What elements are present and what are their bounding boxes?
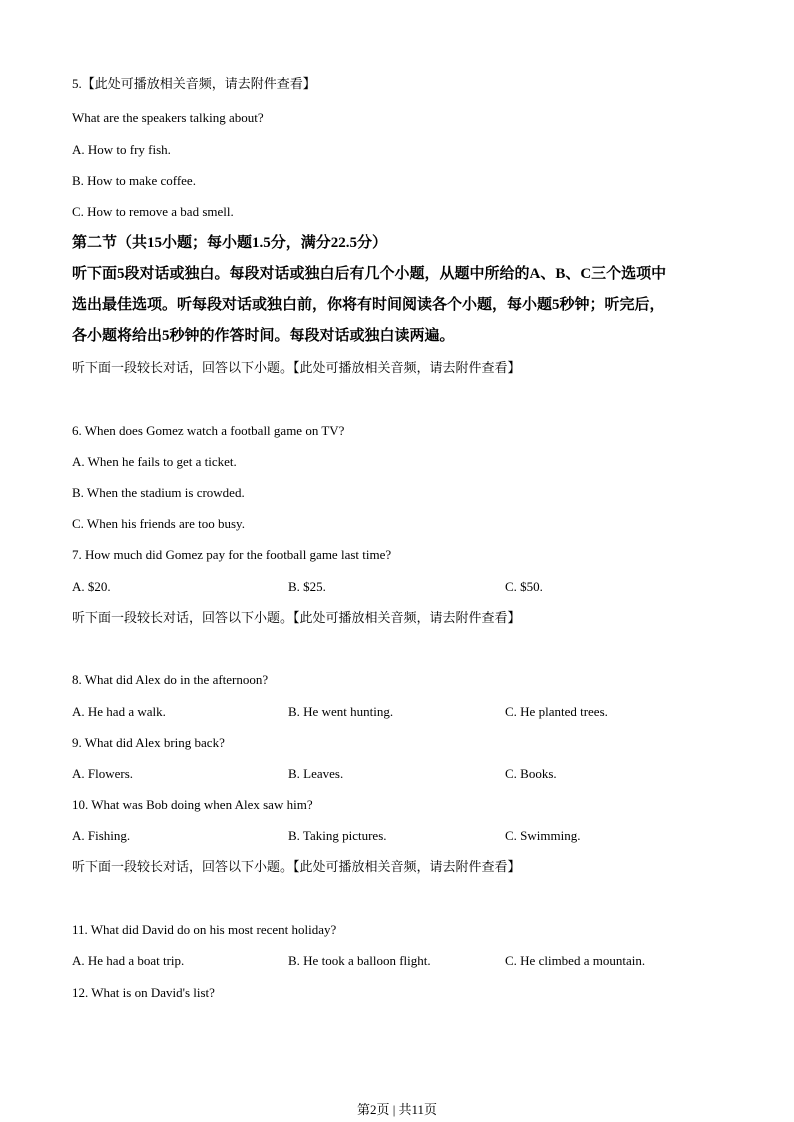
q5-option-a: A. How to fry fish.	[72, 142, 171, 157]
q7-question: 7. How much did Gomez pay for the football game last time?	[72, 547, 392, 562]
q5-option-c: C. How to remove a bad smell.	[72, 204, 234, 219]
q6-question: 6. When does Gomez watch a football game on TV?	[72, 423, 345, 438]
q11-option-b: B. He took a balloon flight.	[288, 953, 431, 968]
dialog-intro-1: 听下面一段较长对话，回答以下小题。【此处可播放相关音频，请去附件查看】	[72, 360, 521, 375]
q10-option-a: A. Fishing.	[72, 828, 131, 843]
q11-question: 11. What did David do on his most recent holiday?	[72, 922, 337, 937]
q5-question: What are the speakers talking about?	[72, 110, 264, 125]
q9-question: 9. What did Alex bring back?	[72, 735, 225, 750]
page-number-footer: 第2页 | 共11页	[356, 1102, 438, 1117]
q10-option-c: C. Swimming.	[505, 828, 581, 843]
q11-option-c: C. He climbed a mountain.	[505, 953, 646, 968]
q8-option-c: C. He planted trees.	[505, 704, 608, 719]
q10-question: 10. What was Bob doing when Alex saw him?	[72, 797, 313, 812]
q9-option-b: B. Leaves.	[288, 766, 344, 781]
q9-option-a: A. Flowers.	[72, 766, 134, 781]
q12-question: 12. What is on David's list?	[72, 985, 215, 1000]
q6-option-b: B. When the stadium is crowded.	[72, 485, 245, 500]
q5-header: 5.【此处可播放相关音频，请去附件查看】	[72, 76, 316, 91]
dialog-intro-2: 听下面一段较长对话，回答以下小题。【此处可播放相关音频，请去附件查看】	[72, 610, 521, 625]
q8-option-b: B. He went hunting.	[288, 704, 394, 719]
q8-question: 8. What did Alex do in the afternoon?	[72, 672, 269, 687]
section2-instruction-line1: 听下面5段对话或独白。每段对话或独白后有几个小题，从题中所给的A、B、C三个选项中	[72, 266, 667, 282]
q9-option-c: C. Books.	[505, 766, 557, 781]
section2-instruction-line3: 各小题将给出5秒钟的作答时间。每段对话或独白读两遍。	[72, 328, 455, 344]
q5-option-b: B. How to make coffee.	[72, 173, 196, 188]
q11-option-a: A. He had a boat trip.	[72, 953, 185, 968]
q6-option-a: A. When he fails to get a ticket.	[72, 454, 237, 469]
q8-option-a: A. He had a walk.	[72, 704, 166, 719]
q7-option-c: C. $50.	[505, 579, 543, 594]
q7-option-b: B. $25.	[288, 579, 326, 594]
q7-option-a: A. $20.	[72, 579, 111, 594]
section2-title: 第二节（共15小题；每小题1.5分，满分22.5分）	[72, 235, 388, 251]
q6-option-c: C. When his friends are too busy.	[72, 516, 245, 531]
section2-instruction-line2: 选出最佳选项。听每段对话或独白前，你将有时间阅读各个小题，每小题5秒钟；听完后，	[72, 297, 665, 313]
dialog-intro-3: 听下面一段较长对话，回答以下小题。【此处可播放相关音频，请去附件查看】	[72, 859, 521, 874]
q10-option-b: B. Taking pictures.	[288, 828, 387, 843]
